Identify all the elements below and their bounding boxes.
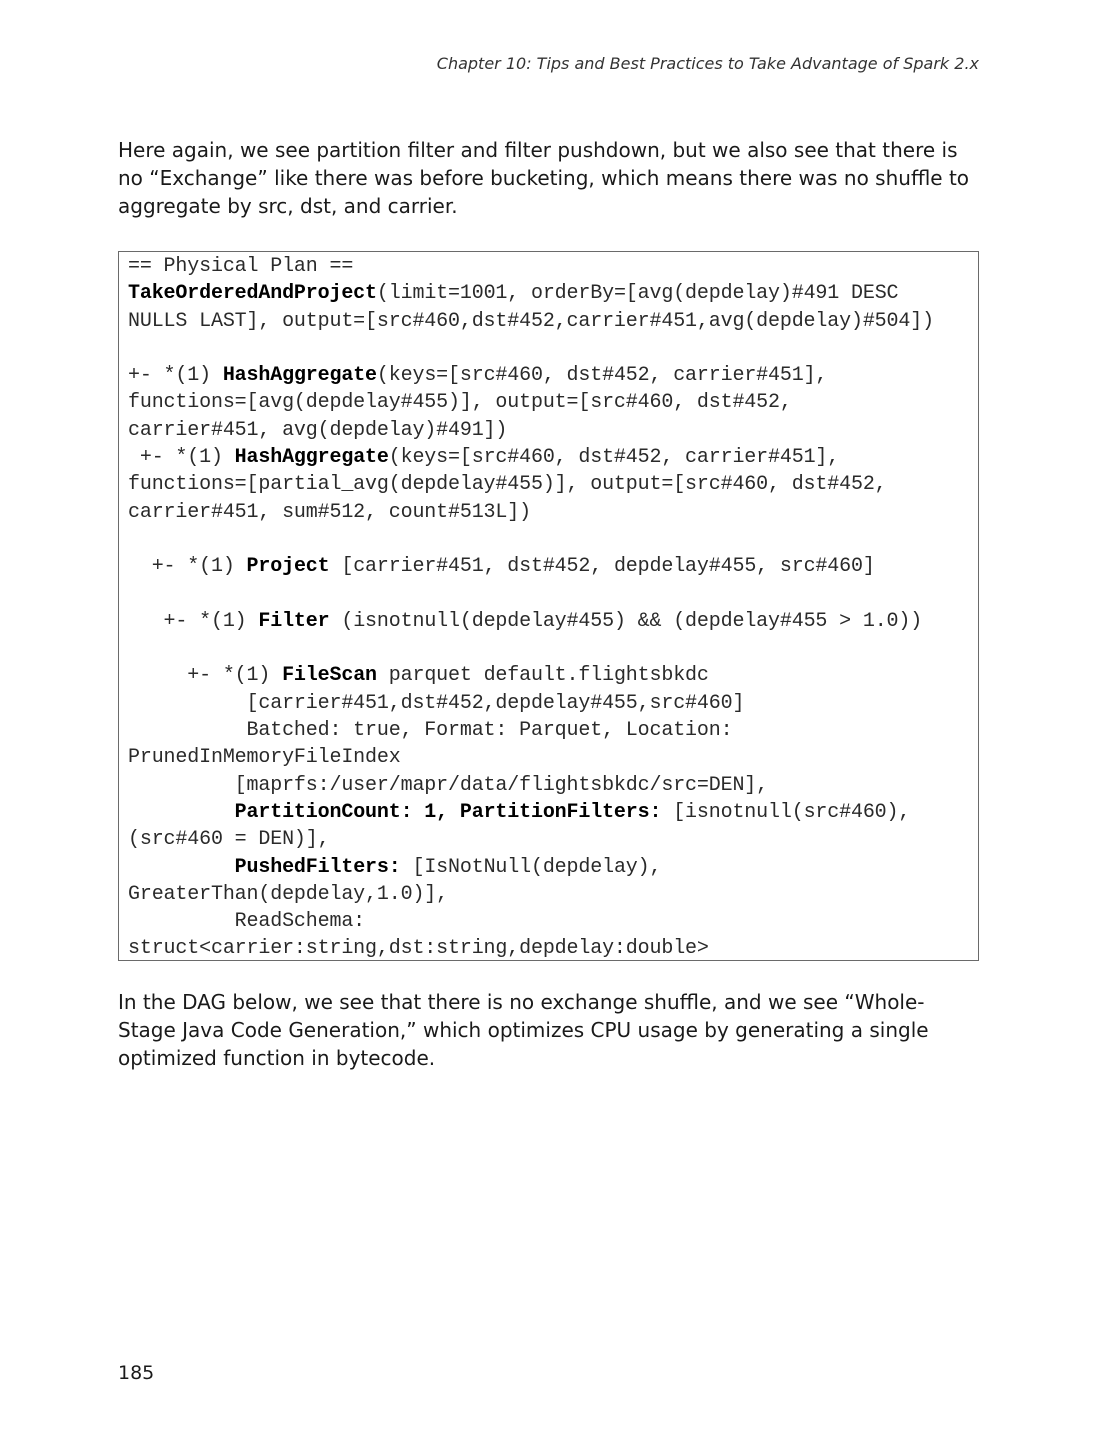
code-text: +- *(1) — [128, 609, 259, 633]
code-keyword: FileScan — [282, 664, 377, 688]
code-line — [128, 362, 978, 389]
code-keyword: HashAggregate — [234, 446, 389, 470]
code-text: carrier#451, sum#512, count#513L]) — [128, 500, 531, 524]
code-line — [128, 608, 978, 635]
code-text: [IsNotNull(depdelay), — [400, 855, 662, 879]
code-text: (limit=1001, orderBy=[avg(depdelay)#491 DESC — [376, 282, 899, 306]
code-text: (isnotnull(depdelay#455) && (depdelay#455 > 1.0)) — [329, 609, 923, 633]
code-keyword: Filter — [258, 609, 330, 633]
code-line — [128, 280, 978, 307]
code-line — [128, 471, 978, 498]
running-header: Chapter 10: Tips and Best Practices to Take Advantage of Spark 2.x — [436, 54, 979, 73]
code-text: ReadSchema: — [128, 910, 366, 934]
code-text: PrunedInMemoryFileIndex — [128, 746, 401, 770]
code-text: +- *(1) — [128, 555, 247, 579]
code-text: Batched: true, Format: Parquet, Location: — [128, 719, 733, 743]
code-keyword: HashAggregate — [222, 364, 377, 388]
code-text: [carrier#451, dst#452, depdelay#455, src#460] — [329, 555, 875, 579]
code-line — [128, 717, 978, 744]
code-text — [128, 801, 235, 824]
code-line — [128, 335, 978, 362]
code-text: carrier#451, avg(depdelay)#491]) — [128, 418, 508, 442]
code-keyword: Project — [246, 555, 330, 579]
code-text: GreaterThan(depdelay,1.0)], — [128, 882, 449, 906]
code-text: (src#460 = DEN)], — [128, 828, 330, 852]
code-text: struct<carrier:string,dst:string,depdelay:double> — [128, 937, 709, 961]
code-keyword: PushedFilters: — [234, 855, 401, 879]
code-text: (keys=[src#460, dst#452, carrier#451], — [388, 446, 840, 470]
code-text: +- *(1) — [128, 364, 223, 388]
code-line — [128, 744, 978, 771]
code-text: [carrier#451,dst#452,depdelay#455,src#460] — [128, 691, 745, 715]
code-text: (keys=[src#460, dst#452, carrier#451], — [376, 364, 828, 388]
code-line — [128, 826, 978, 853]
code-line — [128, 526, 978, 553]
code-line — [128, 908, 978, 935]
code-line — [128, 935, 978, 961]
code-line — [128, 308, 978, 335]
code-text: [maprfs:/user/mapr/data/flightsbkdc/src=DEN], — [128, 773, 769, 797]
code-text: +- *(1) — [128, 664, 283, 688]
code-text: +- *(1) — [128, 446, 235, 470]
code-text — [128, 856, 235, 879]
code-line — [128, 499, 978, 526]
code-text: [isnotnull(src#460), — [661, 800, 911, 824]
page-number: 185 — [118, 1362, 155, 1384]
code-keyword: PartitionCount: 1, PartitionFilters: — [234, 800, 662, 824]
code-text: functions=[partial_avg(depdelay#455)], output=[src#460, dst#452, — [128, 473, 887, 497]
code-text: NULLS LAST], output=[src#460,dst#452,carrier#451,avg(depdelay)#504]) — [128, 309, 934, 333]
code-line — [128, 389, 978, 416]
code-line — [128, 553, 978, 580]
code-keyword: TakeOrderedAndProject — [128, 282, 377, 306]
code-line — [128, 772, 978, 799]
code-line — [128, 444, 978, 471]
code-text: functions=[avg(depdelay#455)], output=[src#460, dst#452, — [128, 391, 792, 415]
closing-paragraph: In the DAG below, we see that there is no exchange shuffle, and we see “Whole-Stage Java Code Generation,” which optimizes CPU usage by generating a single optimized function in bytecode. — [118, 990, 929, 1070]
code-line — [128, 881, 978, 908]
physical-plan-code-block — [118, 251, 979, 961]
code-line — [128, 799, 978, 826]
code-line — [128, 253, 978, 280]
code-line — [128, 417, 978, 444]
intro-paragraph: Here again, we see partition filter and filter pushdown, but we also see that there is no “Exchange” like there was before bucketing, which means there was no shuffle to aggregate by src, dst, and carrier. — [118, 138, 970, 218]
code-line — [128, 635, 978, 662]
code-text: parquet default.flightsbkdc — [376, 664, 709, 688]
code-line — [128, 581, 978, 608]
code-line — [128, 662, 978, 689]
code-text: == Physical Plan == — [128, 255, 354, 278]
code-line — [128, 854, 978, 881]
code-line — [128, 690, 978, 717]
